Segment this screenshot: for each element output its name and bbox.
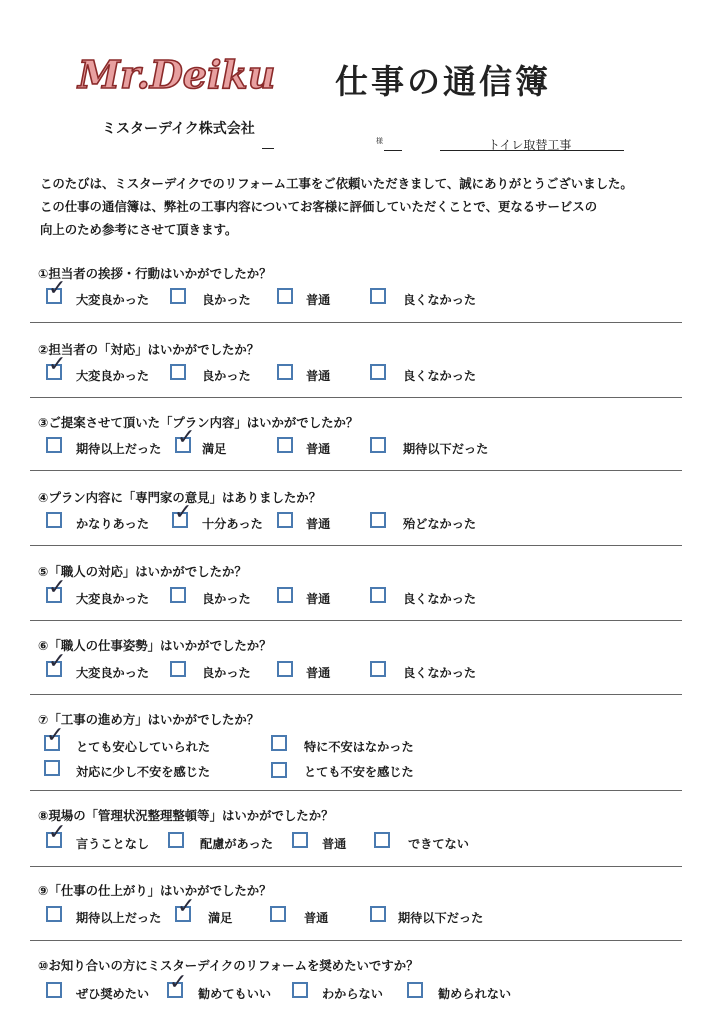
checkbox[interactable] [277, 364, 293, 380]
work-type-line [440, 150, 624, 151]
check-mark-icon: ✓ [48, 352, 67, 377]
checkbox[interactable] [370, 512, 386, 528]
question-text: ⑤「職人の対応」はいかがでしたか？ [38, 564, 247, 579]
checkbox[interactable] [277, 587, 293, 603]
option-label: 普通 [306, 442, 331, 456]
question-text: ⑥「職人の仕事姿勢」はいかがでしたか？ [38, 638, 272, 653]
question-text: ⑧現場の「管理状況整理整頓等」はいかがでしたか？ [38, 808, 334, 823]
check-mark-icon: ✓ [48, 575, 67, 600]
option-label: 期待以下だった [398, 911, 484, 925]
question-text: ③ご提案させて頂いた「プラン内容」はいかがでしたか？ [38, 415, 359, 430]
option-label: 殆どなかった [403, 517, 477, 531]
option-label: 良くなかった [403, 666, 477, 680]
intro-line: この仕事の通信簿は、弊社の工事内容についてお客様に評価していただくことで、更なるサービスの [40, 199, 598, 214]
option-label: 良かった [202, 592, 251, 606]
option-label: ぜひ奨めたい [76, 987, 150, 1001]
company-logo: Mr.Deiku [78, 52, 276, 97]
option-label: 対応に少し不安を感じた [76, 765, 211, 779]
option-label: 良かった [202, 666, 251, 680]
intro-paragraph [40, 172, 640, 241]
checkbox[interactable] [277, 437, 293, 453]
checkbox[interactable] [271, 735, 287, 751]
check-mark-icon: ✓ [46, 723, 65, 748]
option-label: 大変良かった [76, 369, 150, 383]
checkbox[interactable] [370, 288, 386, 304]
question-text: ④プラン内容に「専門家の意見」はありましたか？ [38, 490, 322, 505]
section-divider [30, 940, 682, 941]
checkbox[interactable] [370, 587, 386, 603]
checkbox[interactable] [270, 906, 286, 922]
check-mark-icon: ✓ [174, 500, 193, 525]
option-label: 普通 [306, 666, 331, 680]
section-divider [30, 694, 682, 695]
check-mark-icon: ✓ [48, 649, 67, 674]
checkbox[interactable] [370, 906, 386, 922]
option-label: 大変良かった [76, 293, 150, 307]
option-label: 配慮があった [200, 837, 274, 851]
option-label: 十分あった [202, 517, 263, 531]
option-label: できてない [408, 837, 469, 851]
option-label: 普通 [306, 293, 331, 307]
honorific-label: 様 [376, 137, 383, 145]
option-label: 勧められない [438, 987, 512, 1001]
option-label: 言うことなし [76, 837, 150, 851]
option-label: 普通 [306, 592, 331, 606]
option-label: 期待以上だった [76, 911, 162, 925]
section-divider [30, 470, 682, 471]
checkbox[interactable] [370, 437, 386, 453]
work-type: トイレ取替工事 [488, 138, 572, 152]
honorific-line [384, 150, 402, 151]
checkbox[interactable] [277, 288, 293, 304]
option-label: 普通 [322, 837, 347, 851]
option-label: とても不安を感じた [304, 765, 414, 779]
option-label: 満足 [208, 911, 233, 925]
option-label: 大変良かった [76, 666, 150, 680]
checkbox[interactable] [271, 762, 287, 778]
check-mark-icon: ✓ [177, 425, 196, 450]
option-label: 大変良かった [76, 592, 150, 606]
question-text: ⑩お知り合いの方にミスターデイクのリフォームを奨めたいですか？ [38, 958, 419, 973]
option-label: 普通 [304, 911, 329, 925]
checkbox[interactable] [370, 364, 386, 380]
checkbox[interactable] [170, 364, 186, 380]
checkbox[interactable] [170, 661, 186, 677]
section-divider [30, 620, 682, 621]
checkbox[interactable] [44, 760, 60, 776]
question-text: ②担当者の「対応」はいかがでしたか？ [38, 342, 260, 357]
checkbox[interactable] [407, 982, 423, 998]
section-divider [30, 397, 682, 398]
option-label: 良かった [202, 369, 251, 383]
checkbox[interactable] [292, 982, 308, 998]
option-label: 特に不安はなかった [304, 740, 414, 754]
section-divider [30, 866, 682, 867]
option-label: 勧めてもいい [198, 987, 272, 1001]
option-label: 良かった [202, 293, 251, 307]
checkbox[interactable] [46, 512, 62, 528]
checkbox[interactable] [170, 288, 186, 304]
option-label: わからない [322, 987, 383, 1001]
checkbox[interactable] [46, 982, 62, 998]
option-label: 満足 [202, 442, 227, 456]
check-mark-icon: ✓ [169, 970, 188, 995]
check-mark-icon: ✓ [48, 820, 67, 845]
option-label: 普通 [306, 517, 331, 531]
checkbox[interactable] [370, 661, 386, 677]
section-divider [30, 322, 682, 323]
page-title: 仕事の通信簿 [335, 62, 551, 101]
checkbox[interactable] [292, 832, 308, 848]
intro-line: このたびは、ミスターデイクでのリフォーム工事をご依頼いただきまして、誠にありがとうございました。 [40, 176, 633, 191]
checkbox[interactable] [277, 512, 293, 528]
option-label: とても安心していられた [76, 740, 211, 754]
checkbox[interactable] [46, 437, 62, 453]
company-name: ミスターデイク株式会社 [102, 121, 255, 137]
option-label: 期待以下だった [403, 442, 489, 456]
checkbox[interactable] [277, 661, 293, 677]
checkbox[interactable] [170, 587, 186, 603]
section-divider [30, 545, 682, 546]
check-mark-icon: ✓ [48, 276, 67, 301]
option-label: 良くなかった [403, 592, 477, 606]
question-text: ⑦「工事の進め方」はいかがでしたか？ [38, 712, 260, 727]
section-divider [30, 790, 682, 791]
option-label: 良くなかった [403, 369, 477, 383]
option-label: 普通 [306, 369, 331, 383]
customer-name-line [262, 148, 274, 149]
checkbox[interactable] [168, 832, 184, 848]
option-label: 期待以上だった [76, 442, 162, 456]
checkbox[interactable] [374, 832, 390, 848]
checkbox[interactable] [46, 906, 62, 922]
question-text: ①担当者の挨拶・行動はいかがでしたか？ [38, 266, 272, 281]
check-mark-icon: ✓ [177, 894, 196, 919]
intro-line: 向上のため参考にさせて頂きます。 [40, 222, 238, 237]
option-label: 良くなかった [403, 293, 477, 307]
question-text: ⑨「仕事の仕上がり」はいかがでしたか？ [38, 883, 272, 898]
option-label: かなりあった [76, 517, 150, 531]
